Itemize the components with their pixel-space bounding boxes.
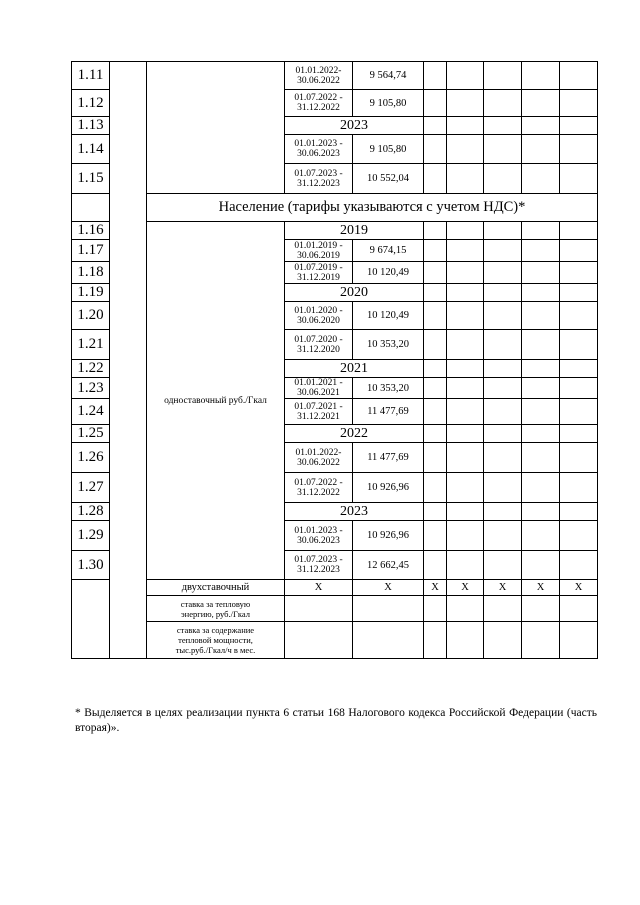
empty-cell xyxy=(447,521,484,551)
empty-cell xyxy=(424,360,447,378)
empty-cell xyxy=(72,580,110,659)
period-cell: 01.07.2021 - 31.12.2021 xyxy=(285,399,353,425)
empty-cell xyxy=(447,330,484,360)
empty-cell xyxy=(447,302,484,330)
empty-cell xyxy=(522,284,560,302)
year-heading: 2023 xyxy=(285,503,424,521)
row-number: 1.12 xyxy=(72,90,110,117)
empty-cell xyxy=(447,284,484,302)
empty-cell xyxy=(522,330,560,360)
period-cell: 01.07.2022 - 31.12.2022 xyxy=(285,90,353,117)
empty-cell xyxy=(447,443,484,473)
two-rate-subrow xyxy=(72,622,598,659)
group-header: Население (тарифы указываются с учетом НДС)* xyxy=(147,194,598,222)
empty-cell xyxy=(522,302,560,330)
empty-cell xyxy=(447,399,484,425)
empty-cell xyxy=(522,240,560,262)
empty-cell xyxy=(484,135,522,164)
two-rate-subrow xyxy=(72,596,598,622)
empty-cell xyxy=(560,503,598,521)
year-heading: 2022 xyxy=(285,425,424,443)
empty-cell xyxy=(560,399,598,425)
tariff-value: 10 120,49 xyxy=(353,302,424,330)
period-cell: 01.01.2020 - 30.06.2020 xyxy=(285,302,353,330)
empty-cell xyxy=(560,378,598,399)
empty-cell xyxy=(522,62,560,90)
empty-cell xyxy=(484,425,522,443)
empty-cell xyxy=(560,90,598,117)
empty-cell xyxy=(560,62,598,90)
empty-cell xyxy=(447,473,484,503)
empty-cell xyxy=(560,425,598,443)
tariff-value: 10 926,96 xyxy=(353,521,424,551)
tariff-value: 10 353,20 xyxy=(353,330,424,360)
row-number: 1.14 xyxy=(72,135,110,164)
tariff-value: 12 662,45 xyxy=(353,551,424,580)
empty-cell xyxy=(560,473,598,503)
empty-cell xyxy=(424,378,447,399)
empty-cell xyxy=(72,194,110,222)
period-cell: 01.01.2022- 30.06.2022 xyxy=(285,443,353,473)
table-row xyxy=(72,222,598,240)
empty-cell xyxy=(447,222,484,240)
empty-cell xyxy=(560,222,598,240)
empty-cell xyxy=(484,117,522,135)
empty-cell xyxy=(353,622,424,659)
tariff-table xyxy=(71,61,598,659)
empty-cell xyxy=(484,360,522,378)
period-cell: 01.01.2022- 30.06.2022 xyxy=(285,62,353,90)
row-number: 1.19 xyxy=(72,284,110,302)
tariff-value: 10 926,96 xyxy=(353,473,424,503)
empty-cell xyxy=(424,262,447,284)
row-number: 1.28 xyxy=(72,503,110,521)
x-mark: X xyxy=(424,580,447,596)
period-cell: 01.01.2021 - 30.06.2021 xyxy=(285,378,353,399)
rate-component-label: ставка за тепловую энергию, руб./Гкал xyxy=(147,596,285,622)
empty-cell xyxy=(447,378,484,399)
empty-cell xyxy=(560,330,598,360)
empty-cell xyxy=(424,284,447,302)
two-rate-label: двухставочный xyxy=(147,580,285,596)
empty-cell xyxy=(522,443,560,473)
empty-cell xyxy=(484,596,522,622)
row-number: 1.24 xyxy=(72,399,110,425)
empty-cell xyxy=(424,62,447,90)
empty-cell xyxy=(560,117,598,135)
x-mark: X xyxy=(285,580,353,596)
year-heading: 2023 xyxy=(285,117,424,135)
empty-cell xyxy=(522,164,560,194)
empty-cell xyxy=(484,551,522,580)
empty-cell xyxy=(560,521,598,551)
empty-cell xyxy=(424,473,447,503)
row-number: 1.17 xyxy=(72,240,110,262)
row-number: 1.11 xyxy=(72,62,110,90)
tariff-value: 11 477,69 xyxy=(353,443,424,473)
group-header-row xyxy=(72,194,598,222)
period-cell: 01.01.2023 - 30.06.2023 xyxy=(285,135,353,164)
blank-column-cell xyxy=(110,62,147,659)
empty-cell xyxy=(285,622,353,659)
empty-cell xyxy=(560,551,598,580)
empty-cell xyxy=(424,222,447,240)
empty-cell xyxy=(522,378,560,399)
tariff-value: 11 477,69 xyxy=(353,399,424,425)
empty-cell xyxy=(560,262,598,284)
tariff-value: 9 564,74 xyxy=(353,62,424,90)
period-cell: 01.07.2019 - 31.12.2019 xyxy=(285,262,353,284)
empty-cell xyxy=(447,262,484,284)
blank-description-cell xyxy=(147,62,285,194)
year-heading: 2020 xyxy=(285,284,424,302)
tariff-value: 9 674,15 xyxy=(353,240,424,262)
empty-cell xyxy=(522,117,560,135)
empty-cell xyxy=(522,262,560,284)
empty-cell xyxy=(522,399,560,425)
empty-cell xyxy=(484,622,522,659)
period-cell: 01.01.2023 - 30.06.2023 xyxy=(285,521,353,551)
empty-cell xyxy=(447,596,484,622)
empty-cell xyxy=(484,302,522,330)
empty-cell xyxy=(522,503,560,521)
row-number: 1.23 xyxy=(72,378,110,399)
empty-cell xyxy=(522,360,560,378)
empty-cell xyxy=(447,551,484,580)
empty-cell xyxy=(560,240,598,262)
empty-cell xyxy=(522,425,560,443)
x-mark: X xyxy=(560,580,598,596)
empty-cell xyxy=(424,240,447,262)
row-number: 1.22 xyxy=(72,360,110,378)
row-number: 1.25 xyxy=(72,425,110,443)
x-mark: X xyxy=(447,580,484,596)
empty-cell xyxy=(484,330,522,360)
row-number: 1.16 xyxy=(72,222,110,240)
empty-cell xyxy=(484,503,522,521)
period-cell: 01.07.2022 - 31.12.2022 xyxy=(285,473,353,503)
empty-cell xyxy=(484,284,522,302)
row-number: 1.21 xyxy=(72,330,110,360)
year-heading: 2019 xyxy=(285,222,424,240)
row-number: 1.13 xyxy=(72,117,110,135)
empty-cell xyxy=(447,240,484,262)
empty-cell xyxy=(447,425,484,443)
period-cell: 01.07.2020 - 31.12.2020 xyxy=(285,330,353,360)
empty-cell xyxy=(424,164,447,194)
empty-cell xyxy=(285,596,353,622)
empty-cell xyxy=(484,222,522,240)
empty-cell xyxy=(447,117,484,135)
empty-cell xyxy=(484,443,522,473)
tariff-value: 10 120,49 xyxy=(353,262,424,284)
period-cell: 01.01.2019 - 30.06.2019 xyxy=(285,240,353,262)
row-number: 1.26 xyxy=(72,443,110,473)
empty-cell xyxy=(560,164,598,194)
row-number: 1.30 xyxy=(72,551,110,580)
table-row xyxy=(72,62,598,90)
empty-cell xyxy=(447,503,484,521)
footnote: * Выделяется в целях реализации пункта 6 статьи 168 Налогового кодекса Российской Федерации (часть вторая)». xyxy=(75,707,597,734)
empty-cell xyxy=(484,378,522,399)
empty-cell xyxy=(560,360,598,378)
empty-cell xyxy=(447,164,484,194)
x-mark: X xyxy=(353,580,424,596)
empty-cell xyxy=(522,521,560,551)
empty-cell xyxy=(522,222,560,240)
empty-cell xyxy=(424,521,447,551)
row-number: 1.18 xyxy=(72,262,110,284)
empty-cell xyxy=(447,135,484,164)
empty-cell xyxy=(424,302,447,330)
empty-cell xyxy=(353,596,424,622)
empty-cell xyxy=(424,551,447,580)
empty-cell xyxy=(522,473,560,503)
empty-cell xyxy=(560,443,598,473)
empty-cell xyxy=(484,521,522,551)
empty-cell xyxy=(560,622,598,659)
empty-cell xyxy=(424,90,447,117)
empty-cell xyxy=(560,596,598,622)
empty-cell xyxy=(424,425,447,443)
period-cell: 01.07.2023 - 31.12.2023 xyxy=(285,551,353,580)
empty-cell xyxy=(484,90,522,117)
empty-cell xyxy=(447,360,484,378)
rate-component-label: ставка за содержание тепловой мощности, тыс.руб./Гкал/ч в мес. xyxy=(147,622,285,659)
empty-cell xyxy=(484,164,522,194)
tariff-value: 9 105,80 xyxy=(353,135,424,164)
empty-cell xyxy=(447,62,484,90)
empty-cell xyxy=(522,551,560,580)
empty-cell xyxy=(424,135,447,164)
empty-cell xyxy=(424,399,447,425)
single-rate-label: одноставочный руб./Гкал xyxy=(147,222,285,580)
tariff-value: 10 552,04 xyxy=(353,164,424,194)
empty-cell xyxy=(424,330,447,360)
empty-cell xyxy=(560,135,598,164)
tariff-value: 10 353,20 xyxy=(353,378,424,399)
empty-cell xyxy=(560,302,598,330)
empty-cell xyxy=(447,622,484,659)
empty-cell xyxy=(522,596,560,622)
empty-cell xyxy=(424,443,447,473)
empty-cell xyxy=(447,90,484,117)
empty-cell xyxy=(424,596,447,622)
empty-cell xyxy=(484,399,522,425)
row-number: 1.29 xyxy=(72,521,110,551)
empty-cell xyxy=(522,135,560,164)
row-number: 1.15 xyxy=(72,164,110,194)
year-heading: 2021 xyxy=(285,360,424,378)
period-cell: 01.07.2023 - 31.12.2023 xyxy=(285,164,353,194)
tariff-value: 9 105,80 xyxy=(353,90,424,117)
empty-cell xyxy=(484,240,522,262)
row-number: 1.20 xyxy=(72,302,110,330)
empty-cell xyxy=(484,62,522,90)
empty-cell xyxy=(522,90,560,117)
empty-cell xyxy=(424,503,447,521)
empty-cell xyxy=(424,622,447,659)
empty-cell xyxy=(484,262,522,284)
two-rate-row xyxy=(72,580,598,596)
empty-cell xyxy=(560,284,598,302)
row-number: 1.27 xyxy=(72,473,110,503)
x-mark: X xyxy=(522,580,560,596)
x-mark: X xyxy=(484,580,522,596)
empty-cell xyxy=(484,473,522,503)
empty-cell xyxy=(424,117,447,135)
empty-cell xyxy=(522,622,560,659)
